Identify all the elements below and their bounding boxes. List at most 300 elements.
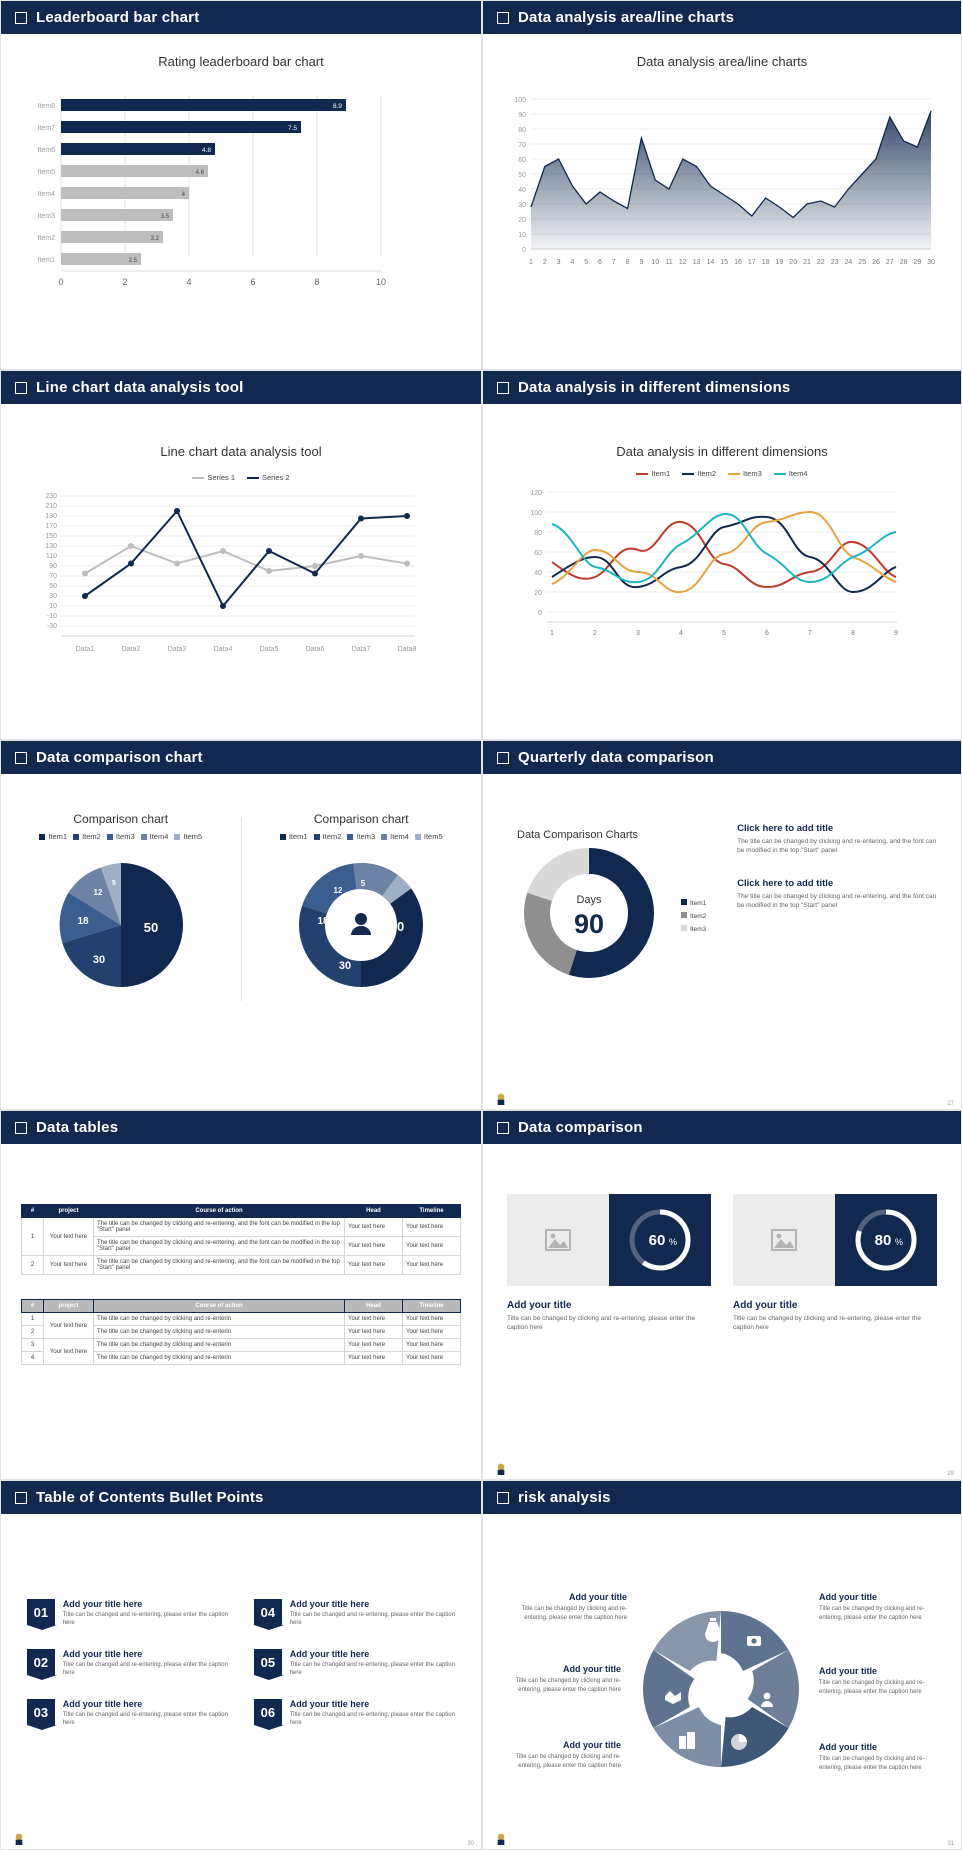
legend-swatch [141,834,147,840]
legend-item-item1 [681,899,706,907]
legend-swatch [39,834,45,840]
item-body: Title can be changed by clicking and re-entering, please enter the caption here [819,1680,925,1695]
pie-chart-panel [1,812,241,1007]
chart-title: Line chart data analysis tool [160,444,322,459]
legend-swatch [174,834,180,840]
percent-ring-panel [835,1194,937,1286]
cell-action: The title can be changed by clicking and re-enterin [94,1339,345,1352]
coins-icon [747,1636,761,1646]
slide-data-tables [0,1110,482,1480]
donut-value: 90 [573,909,605,939]
slide-header [483,1481,961,1514]
legend-swatch [774,473,786,475]
chart-title: Comparison chart [73,812,169,826]
svg-text:30: 30 [92,954,105,966]
square-bullet-icon [497,1122,509,1134]
square-bullet-icon [497,12,509,24]
cell-head: Your text here [345,1339,403,1352]
cell-action: The title can be changed by clicking and re-enterin [94,1352,345,1365]
svg-text:18: 18 [761,259,770,266]
line-chart [15,486,465,676]
svg-text:Data8: Data8 [397,646,417,653]
svg-text:3: 3 [556,259,561,266]
svg-text:10: 10 [49,603,57,610]
column-header: Head [345,1300,403,1313]
svg-text:8: 8 [851,630,855,637]
chart-title: Comparison chart [313,812,409,826]
percent-unit: % [668,1237,678,1247]
cell-index: 3 [22,1339,44,1352]
legend-swatch [636,473,648,475]
toc-item[interactable] [254,1699,455,1727]
legend-swatch [681,925,687,931]
svg-text:14: 14 [706,259,715,266]
column-header: Timeline [403,1300,461,1313]
svg-text:30: 30 [927,259,935,266]
chart-legend [483,469,961,478]
svg-text:5: 5 [111,880,116,887]
chart-legend [1,473,481,482]
legend-item-item2 [682,469,716,478]
svg-text:40: 40 [534,570,542,577]
toc-body: Title can be changed and re-entering, please enter the caption here [289,1612,455,1627]
svg-text:80: 80 [518,127,526,134]
toc-title: Add your title here [289,1699,370,1710]
svg-text:Item4: Item4 [37,191,55,198]
brand-logo-icon [493,1091,509,1107]
block-body: The title can be changed by clicking and re-entering, and the font can be modified in the top "Start" panel [737,892,937,910]
svg-text:16: 16 [734,259,742,266]
comparison-card [507,1194,711,1333]
square-bullet-icon [497,382,509,394]
percent-unit: % [894,1237,904,1247]
slide-title: risk analysis [518,1489,611,1506]
legend-label: Item1 [651,469,671,478]
image-placeholder [507,1194,609,1286]
legend-item-series-1 [192,473,235,482]
toc-item[interactable] [27,1699,228,1727]
legend-swatch [107,834,113,840]
donut-chart [501,841,681,991]
slide-title: Data comparison chart [36,749,203,766]
image-icon [771,1229,797,1251]
legend-label: Item4 [149,832,169,841]
toc-title: Add your title here [62,1649,143,1660]
svg-text:170: 170 [45,523,57,530]
table-row [22,1313,461,1326]
svg-text:7.5: 7.5 [287,125,297,132]
slide-body [1,54,481,391]
svg-text:5: 5 [584,259,589,266]
svg-text:23: 23 [830,259,839,266]
svg-text:12: 12 [678,259,687,266]
legend-swatch [280,834,286,840]
slide-header [1,1111,481,1144]
chart-legend [1,832,241,841]
legend-item-item4 [381,832,409,841]
legend-item-item4 [141,832,169,841]
svg-text:12: 12 [333,886,343,895]
svg-text:0: 0 [522,247,526,254]
item-title: Add your title [819,1666,877,1676]
table-header-row [22,1205,461,1218]
svg-text:Data3: Data3 [167,646,187,653]
svg-text:Data6: Data6 [305,646,325,653]
legend-label: Item3 [356,832,376,841]
chart-title: Data analysis area/line charts [636,54,808,69]
image-placeholder [733,1194,835,1286]
slide-line-chart-tool [0,370,482,740]
svg-text:Item3: Item3 [37,213,55,220]
donut-legend [681,899,706,933]
legend-swatch [73,834,79,840]
legend-swatch [247,477,259,479]
donut-chart [261,847,461,1007]
svg-text:7: 7 [611,259,616,266]
toc-title: Add your title here [62,1599,143,1609]
column-header: Course of action [94,1300,345,1313]
svg-text:70: 70 [49,573,57,580]
svg-text:1: 1 [529,259,533,266]
brand-logo-icon [493,1831,509,1847]
svg-text:90: 90 [49,563,57,570]
chart-title: Rating leaderboard bar chart [158,54,324,69]
item-title: Add your title [563,1664,621,1674]
column-header: Timeline [403,1205,461,1218]
area-chart [491,79,961,299]
svg-text:120: 120 [530,490,542,497]
legend-label: Item1 [288,832,308,841]
donut-panel [501,809,723,991]
item-body: Title can be changed by clicking and re-entering, please enter the caption here [819,1756,925,1771]
square-bullet-icon [15,12,27,24]
toc-item[interactable] [254,1649,455,1677]
legend-item-item3 [107,832,135,841]
progress-ring [849,1203,923,1277]
table-row [22,1256,461,1275]
toc-body: Title can be changed and re-entering, please enter the caption here [62,1612,228,1627]
column-header: Course of action [94,1205,345,1218]
toc-body: Title can be changed and re-entering, please enter the caption here [62,1712,228,1727]
slide-quarterly-comparison [482,740,962,1110]
slide-multi-dimension-analysis [482,370,962,740]
page-number: 31 [947,1841,954,1847]
svg-text:90: 90 [518,112,526,119]
card-title: Add your title [507,1300,572,1311]
legend-swatch [347,834,353,840]
block-body: The title can be changed by clicking and re-entering, and the font can be modified in the top "Start" panel [737,838,937,855]
svg-text:3.5: 3.5 [160,214,169,220]
slide-body [483,774,961,1111]
item-title: Add your title [819,1592,877,1602]
svg-text:29: 29 [913,259,922,266]
slide-body [483,444,961,781]
slide-body [1,444,481,781]
block-title: Click here to add title [737,877,834,889]
svg-text:6: 6 [250,277,256,287]
cell-index: 1 [22,1313,44,1326]
svg-text:Data2: Data2 [121,646,141,653]
percent-value: 60 [648,1232,666,1249]
card-title: Add your title [733,1300,798,1311]
bar-chart [1,75,481,305]
item-title: Add your title [569,1592,627,1602]
legend-label: Item4 [390,832,409,841]
legend-label: Item2 [82,832,101,841]
svg-text:Item5: Item5 [37,169,55,176]
progress-ring [623,1203,697,1277]
cell-action: The title can be changed by clicking and re-enterin [94,1313,345,1326]
svg-text:2: 2 [122,277,128,287]
pie-chart-icon [731,1734,747,1750]
chart-legend [242,832,482,841]
cell-head: Your text here [345,1352,403,1365]
legend-label: Item3 [690,926,707,933]
legend-label: Item1 [690,900,707,907]
cell-head: Your text here [345,1313,403,1326]
item-body: Title can be changed by clicking and re-entering, please enter the caption here [515,1678,621,1693]
toc-number: 05 [254,1649,282,1675]
legend-label: Item2 [322,832,342,841]
svg-text:10: 10 [651,259,660,266]
svg-text:1: 1 [550,630,554,637]
svg-text:70: 70 [518,142,526,149]
svg-text:20: 20 [789,259,798,266]
toc-body: Title can be changed and re-entering, please enter the caption here [289,1712,455,1727]
legend-item-item1 [39,832,67,841]
item-title: Add your title [563,1740,621,1750]
svg-text:Item2: Item2 [37,235,55,242]
risk-item [501,1740,621,1770]
block-title: Click here to add title [737,823,834,834]
item-body: Title can be changed by clicking and re-entering, please enter the caption here [819,1606,925,1621]
legend-item-item1 [280,832,308,841]
column-header: project [44,1300,94,1313]
svg-text:Item6: Item6 [37,147,55,154]
svg-text:0: 0 [538,610,542,617]
svg-text:5: 5 [722,630,726,637]
svg-text:2.5: 2.5 [128,258,137,264]
cell-index: 1 [22,1218,44,1256]
legend-item-item2 [73,832,101,841]
square-bullet-icon [15,752,27,764]
legend-label: Item3 [743,469,762,478]
cell-timeline: Your text here [403,1339,461,1352]
svg-text:150: 150 [45,533,57,540]
toc-number: 06 [254,1699,282,1725]
svg-text:4: 4 [679,630,683,637]
svg-text:2: 2 [593,630,597,637]
legend-item-item2 [681,912,706,920]
legend-item-item5 [174,832,202,841]
svg-text:25: 25 [858,259,867,266]
svg-text:8: 8 [314,277,320,287]
slide-title: Data comparison [518,1119,643,1136]
slide-body [483,54,961,391]
slide-header [1,371,481,404]
item-body: Title can be changed by clicking and re-entering, please enter the caption here [521,1606,627,1621]
svg-text:6: 6 [598,259,602,266]
slide-table-of-contents [0,1480,482,1850]
svg-text:60: 60 [518,157,526,164]
svg-text:Item8: Item8 [37,103,55,110]
legend-label: Series 1 [207,473,235,482]
slide-body [483,1514,961,1851]
legend-label: Item2 [690,913,707,920]
legend-item-item4 [774,469,808,478]
square-bullet-icon [497,1492,509,1504]
svg-text:Item7: Item7 [37,125,55,132]
svg-text:0: 0 [58,277,64,287]
donut-label: Days [576,894,602,906]
svg-text:3.2: 3.2 [150,236,159,242]
chart-title: Data analysis in different dimensions [616,444,828,459]
svg-text:30: 30 [339,960,352,972]
square-bullet-icon [15,382,27,394]
svg-text:4: 4 [181,192,185,198]
svg-text:40: 40 [518,187,526,194]
card-body: Title can be changed by clicking and re-entering, please enter the caption here [733,1315,922,1332]
svg-text:13: 13 [692,259,701,266]
toc-body: Title can be changed and re-entering, please enter the caption here [62,1662,228,1677]
brand-logo-icon [11,1831,27,1847]
svg-text:230: 230 [45,493,57,500]
svg-text:8: 8 [625,259,630,266]
svg-text:12: 12 [93,888,103,897]
toc-title: Add your title here [289,1599,370,1609]
legend-item-item2 [314,832,342,841]
svg-text:30: 30 [518,202,526,209]
legend-label: Series 2 [262,473,290,482]
legend-swatch [381,834,387,840]
svg-text:9: 9 [639,259,644,266]
slide-data-comparison-rings [482,1110,962,1480]
svg-text:11: 11 [665,259,673,266]
cell-timeline: Your text here [403,1237,461,1256]
svg-text:130: 130 [45,543,57,550]
risk-item [507,1592,627,1622]
svg-text:20: 20 [534,590,542,597]
toc-number: 03 [27,1699,55,1725]
toc-title: Add your title here [62,1699,143,1710]
legend-label: Item3 [115,832,135,841]
slide-header [483,1111,961,1144]
svg-text:5: 5 [361,879,366,888]
svg-text:20: 20 [518,217,526,224]
table-header-row [22,1300,461,1313]
svg-text:190: 190 [45,513,57,520]
legend-item-item5 [415,832,443,841]
chart-title: Data Comparison Charts [517,829,639,841]
slide-header [483,371,961,404]
percent-value: 80 [874,1232,892,1249]
svg-text:110: 110 [45,553,57,560]
svg-text:50: 50 [518,172,526,179]
toc-item[interactable] [254,1599,455,1627]
cell-head: Your text here [345,1237,403,1256]
svg-text:60: 60 [534,550,542,557]
svg-text:19: 19 [775,259,784,266]
svg-text:26: 26 [872,259,880,266]
slide-title: Line chart data analysis tool [36,379,244,396]
donut-chart-panel [242,812,482,1007]
slide-header [1,741,481,774]
slide-title: Quarterly data comparison [518,749,714,766]
svg-text:15: 15 [720,259,729,266]
slide-body [483,1144,961,1481]
legend-label: Item5 [423,832,443,841]
card-body: Title can be changed by clicking and re-entering, please enter the caption here [507,1315,696,1332]
legend-swatch [192,477,204,479]
legend-swatch [681,899,687,905]
slide-title: Data tables [36,1119,119,1136]
page-number: 29 [947,1471,954,1477]
data-table-secondary [21,1299,461,1365]
svg-text:4: 4 [186,277,192,287]
cell-timeline: Your text here [403,1256,461,1275]
svg-text:18: 18 [77,916,89,927]
cell-action: The title can be changed by clicking and re-entering, and the font can be modified in the top "Start" panel [94,1237,345,1256]
svg-text:9: 9 [894,630,898,637]
risk-item [501,1664,621,1694]
toc-number: 01 [27,1599,55,1625]
legend-swatch [314,834,320,840]
svg-text:10: 10 [375,277,387,287]
svg-text:Item1: Item1 [37,257,55,264]
svg-text:10: 10 [518,232,526,239]
legend-item-series-2 [247,473,290,482]
svg-text:80: 80 [534,530,542,537]
column-header: project [44,1205,94,1218]
page-number: 30 [467,1841,474,1847]
slide-body [1,812,481,1149]
svg-text:50: 50 [143,920,158,935]
svg-text:21: 21 [803,259,811,266]
toc-title: Add your title here [289,1649,370,1660]
legend-swatch [415,834,421,840]
text-blocks [737,809,939,991]
cell-timeline: Your text here [403,1352,461,1365]
square-bullet-icon [15,1492,27,1504]
svg-text:17: 17 [747,259,756,266]
text-block [737,823,939,856]
text-block [737,878,939,911]
svg-text:7: 7 [808,630,812,637]
column-header: Head [345,1205,403,1218]
svg-text:210: 210 [45,503,57,510]
brand-logo-icon [493,1461,509,1477]
svg-text:4: 4 [570,259,575,266]
legend-item-item3 [347,832,375,841]
toc-item[interactable] [27,1649,228,1677]
cell-project: Your text here [44,1218,94,1256]
svg-text:30: 30 [49,593,57,600]
slide-header [1,1481,481,1514]
pie-chart [21,847,221,1007]
cell-index: 2 [22,1256,44,1275]
svg-text:-10: -10 [46,613,57,620]
column-header: # [22,1205,44,1218]
cell-index: 4 [22,1352,44,1365]
toc-item[interactable] [27,1599,228,1627]
svg-text:Data1: Data1 [75,646,95,653]
svg-text:50: 50 [49,583,57,590]
svg-text:Data4: Data4 [213,646,233,653]
cell-timeline: Your text here [403,1326,461,1339]
table-row [22,1218,461,1237]
svg-text:100: 100 [514,97,526,104]
legend-label: Item4 [788,469,808,478]
